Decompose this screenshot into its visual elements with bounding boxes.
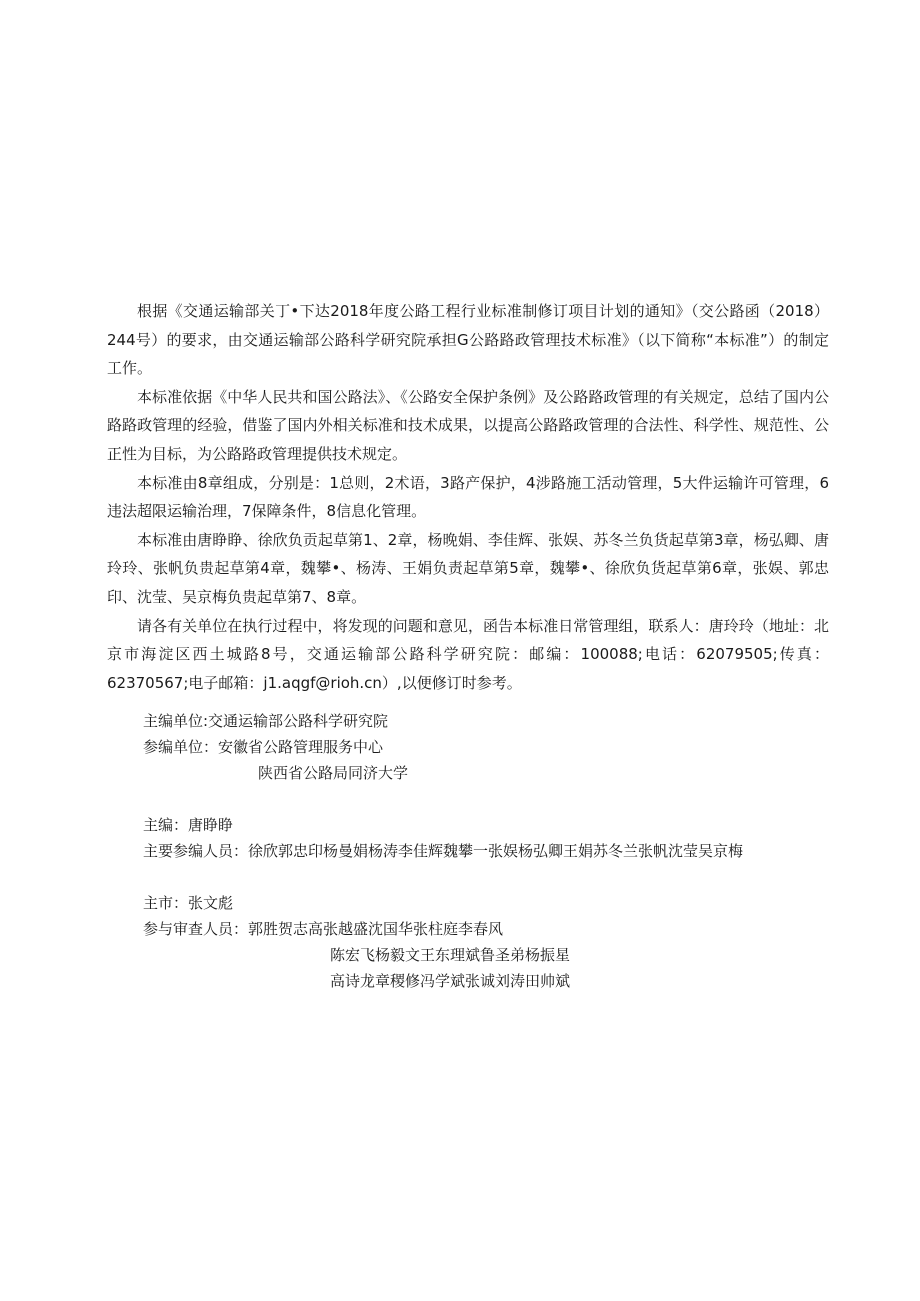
preface-paragraph-5: 请各有关单位在执行过程中，将发现的问题和意见，函告本标准日常管理组，联系人：唐玲玲（地址：北京市海淀区西土城路8号，交通运输部公路科学研究院：邮编：100088;电话：62079505;传真：62370567;电子邮箱：j1.aqgf@rioh.cn）,以便修订时参考。 [107, 616, 829, 692]
participating-units: 参编单位：安徽省公路管理服务中心 [143, 738, 384, 756]
chief-unit: 主编单位:交通运输部公路科学研究院 [143, 712, 389, 730]
preface-paragraph-1: 根据《交通运输部关丁•下达2018年度公路工程行业标准制修订项目计划的通知》（交公路函（2018）244号）的要求，由交通运输部公路科学研究院承担G公路路政管理技术标准》（以下简称“本标准”）的制定工作。 [107, 302, 829, 378]
preface-paragraph-3: 本标准由8章组成，分别是：1总则，2术语，3路产保护，4涉路施工活动管理，5大件运输许可管理，6违法超限运输治理，7保障条件，8信息化管理。 [107, 473, 829, 521]
preface-paragraph-4: 本标准由唐睁睁、徐欣负贡起草第1、2章，杨晚娟、李佳辉、张娱、苏冬兰负货起草第3章，杨弘卿、唐玲玲、张帆负贵起草第4章，魏攀•、杨涛、王娟负责起草第5章，魏攀•、徐欣负货起草第6章，张娱、郭忠印、沈莹、吴京梅负贵起草第7、8章。 [107, 530, 829, 606]
preface-body [107, 297, 829, 697]
chief-reviewer: 主市：张文彪 [143, 894, 234, 912]
main-participants: 主要参编人员：徐欣郭忠印杨曼娟杨涛李佳辉魏攀一张娱杨弘卿王娟苏冬兰张帆沈莹吴京梅 [143, 842, 744, 860]
preface-paragraph-2: 本标准依据《中华人民共和国公路法》、《公路安全保护条例》及公路路政管理的有关规定，总结了国内公路路政管理的经验，借鉴了国内外相关标准和技术成果，以提高公路路政管理的合法性、科学性、规范性、公正性为目标，为公路路政管理提供技术规定。 [107, 387, 829, 463]
participating-units-continued: 陕西省公路局同济大学 [258, 764, 409, 782]
reviewers-continued-2: 高诗龙章稷修冯学斌张诚刘涛田帅斌 [330, 972, 571, 990]
chief-editor: 主编：唐睁睁 [143, 816, 234, 834]
credits-block [143, 708, 843, 994]
spacer [143, 864, 843, 890]
spacer [143, 786, 843, 812]
reviewers: 参与审查人员：郭胜贺志高张越盛沈国华张柱庭李春风 [143, 920, 504, 938]
reviewers-continued-1: 陈宏飞杨毅文王东理斌鲁圣弟杨振星 [330, 946, 571, 964]
